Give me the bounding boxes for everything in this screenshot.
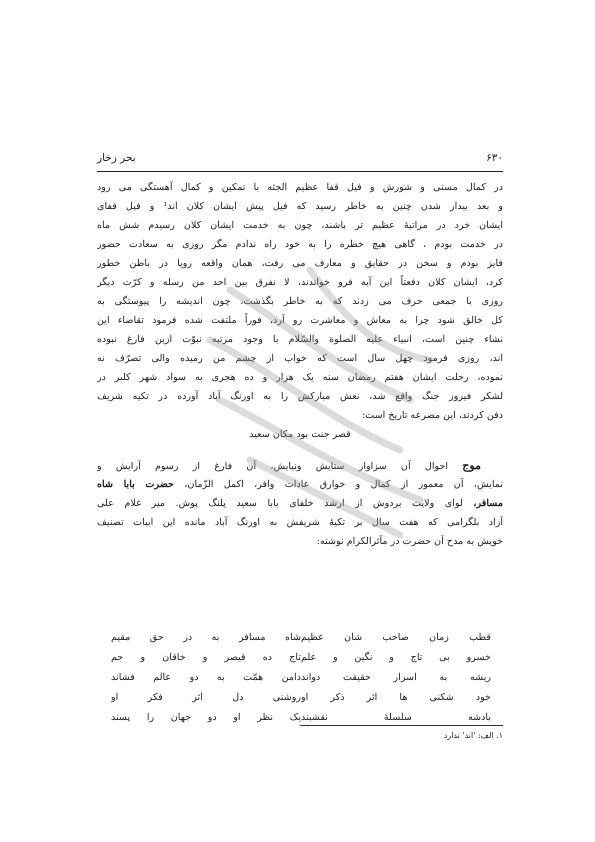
text-line: فایز بودم و سخن در حقایق و معارف می رفت، همان واقعه رویا در باطن خطور [97, 258, 503, 269]
verse-hemistich-left: یک نظر او دو جهان را پسند [111, 712, 301, 723]
text-line: نشاء چنین است، انبیاء علیه الصلوة والسّلام با وجود مرتبه نبوّت ازین فارغ نبوده [97, 334, 503, 345]
entry-heading: موج [462, 459, 481, 472]
footnote: ۱. الف: 'اند' ندارد [443, 731, 503, 740]
text-line: لشکر فیروز جنگ واقع شد، نعش مبارکش را به اورنگ آباد آورده در تکیه شریف [97, 391, 503, 402]
text-line: کرد، ایشان کلان دفعتاً این آیه فرو خواندند، لا نفرق بین احد من رسله و کرّت دیگر [97, 277, 503, 288]
verse-row [97, 648, 503, 668]
footnote-rule [300, 725, 503, 726]
text-line: و بعد بیدار شدن چنین به خاطر رسید که فیل پیش ایشان کلان اند¹ و فیل قفای [97, 201, 503, 212]
entry-line: خویش به مدح آن حضرت در مآثرالکرام نوشته: [316, 536, 503, 547]
verse-hemistich-left: شاه مسافر به در حق مقیم [111, 632, 301, 643]
text-line: در خدمت بودم ، گاهی هیچ خطره را به خود راه ندادم مگر روزی به سعادت حضور [97, 239, 503, 250]
entry-line [97, 456, 503, 475]
paragraph-gap [97, 444, 503, 456]
verse-hemistich-left: روشنی دل اثر فکر او [111, 692, 301, 703]
verse-hemistich-right: خود شکنی ها اثر ذکر او [301, 692, 491, 703]
verse-row [97, 628, 503, 648]
chronogram-line: قصر جنت بود مکان سعید [249, 429, 351, 440]
verse-hemistich-right: قطب زمان صاحب شان عظیم [301, 632, 491, 643]
entry-text: لوای ولایت بردوش از ارشد خلفای بابا سعید پلنگ پوش. میر غلام علی [97, 498, 463, 509]
text-line: روزی با جمعی حرف می زدند که به خاطر بگذشت، چون اندیشه را پیوستگی به [97, 296, 503, 307]
main-text [97, 178, 503, 551]
verse-hemistich-right: ریشه به اسرار حقیقت دواند [301, 672, 491, 683]
text-line: کل خالق شود چرا به معاش و معاشرت رو آرد، فوراً ملتفت شده فرمود تقاضاء این [97, 315, 503, 326]
verse-hemistich-left: دامن همّت به دو عالم فشاند [111, 672, 301, 683]
running-title: بحر زخار [97, 152, 136, 164]
verse-hemistich-right: خسرو بی تاج و نگین و علم [301, 652, 491, 663]
entry-bold-name: حضرت بابا شاه [97, 479, 174, 490]
entry-line [97, 494, 503, 513]
text-line: در کمال مستی و شورش و فیل قفا عظیم الجثه با تمکین و کمال آهستگی می رود [97, 182, 503, 193]
page-header [97, 150, 503, 170]
entry-text: احوال آن سزاوار ستایش ونیایش، آن فارغ از رسوم آرایش و [97, 461, 449, 472]
header-rule [97, 171, 503, 172]
verse-hemistich-right: بادشه سلسلهٔ نقشبند [301, 712, 491, 723]
entry-line [97, 475, 503, 494]
text-line: نموده، رحلت ایشان هفتم رمضان سنه یک هزار و ده هجری به سواد شهر کلبر در [97, 372, 503, 383]
verse-row [97, 688, 503, 708]
entry-bold-name: مسافر، [473, 498, 503, 509]
text-line: اند، روزی فرمود چهل سال است که خواب از چشم من رمیده والی تصرّف نه [97, 353, 503, 364]
page-number: ۶۳۰ [486, 152, 503, 164]
text-line: ایشان خرد در مراتبهٔ عظیم تر باشند، چون به خدمت ایشان کلان رسیدم شش ماه [97, 220, 503, 231]
entry-line: آزاد بلگرامی که هفت سال بر تکیهٔ شریفش به اورنگ آباد مانده این ابیات تصنیف [97, 517, 503, 528]
entry-text: نمایش، آن معمور از کمال و خوارق عادات وافر، اکمل الزّمان، [184, 479, 503, 490]
text-line: دفن کردند، این مصرعه تاریخ است: [361, 410, 503, 421]
verse-block [97, 628, 503, 728]
verse-row [97, 668, 503, 688]
verse-hemistich-left: تاج ده قیصر و خاقان و جم [111, 652, 301, 663]
